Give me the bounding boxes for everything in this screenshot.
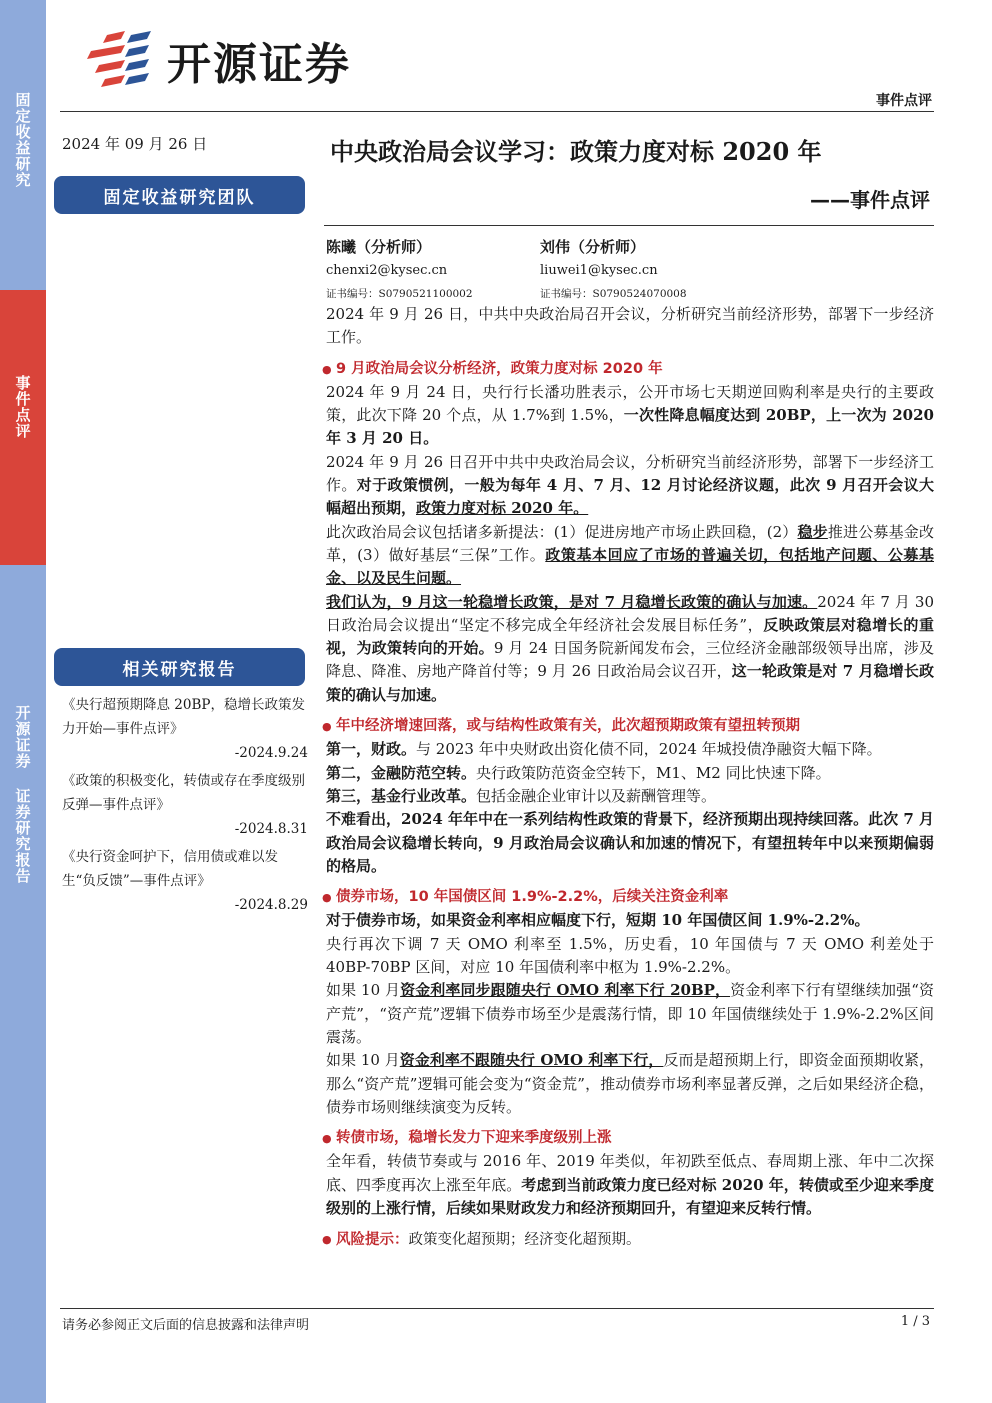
paragraph: 我们认为，9 月这一轮稳增长政策，是对 7 月稳增长政策的确认与加速。2024 年 7 月 30 日政治局会议提出“坚定不移完成全年经济社会发展目标任务”，反映政策层对稳增长的重视，为政策转向的开始。9 月 24 日国务院新闻发布会，三位经济金融部级领导出席，涉及降息、降准、房地产降首付等；9 月 26 日政治局会议召开，这一轮政策是对 7 月稳增长政策的确认与加速。 [326, 592, 934, 704]
section-heading: ● 债券市场，10 年国债区间 1.9%-2.2%，后续关注资金利率 [326, 886, 934, 909]
related-reports-list [62, 693, 308, 921]
header-tag: 事件点评 [876, 93, 932, 109]
related-report-item[interactable]: 《央行资金呵护下，信用债或难以发生“负反馈”—事件点评》 -2024.8.29 [62, 849, 308, 913]
title-rule [324, 225, 934, 226]
paragraph: 第一，财政。与 2023 年中央财政出资化债不同，2024 年城投债净融资大幅下降。 [326, 740, 882, 759]
section-heading: ● 9 月政治局会议分析经济，政策力度对标 2020 年 [326, 358, 934, 381]
header-rule [60, 111, 934, 112]
paragraph: 不难看出，2024 年年中在一系列结构性政策的背景下，经济预期出现持续回落。此次 7 月政治局会议稳增长转向，9 月政治局会议确认和加速的情况下，有望扭转年中以来预期偏弱的格局。 [326, 810, 934, 875]
paragraph: 2024 年 9 月 26 日召开中共中央政治局会议，分析研究当前经济形势，部署下一步经济工作。对于政策惯例，一般为每年 4 月、7 月、12 月讨论经济议题，此次 9 月召开会议大幅超出预期，政策力度对标 2020 年。 [326, 452, 934, 518]
report-date: 2024 年 09 月 26 日 [62, 135, 208, 153]
left-sidebar [0, 0, 46, 1403]
logo-mark-icon [85, 31, 153, 89]
related-report-item[interactable]: 《政策的积极变化，转债或存在季度级别反弹—事件点评》 -2024.8.31 [62, 773, 308, 837]
paragraph: 对于债券市场，如果资金利率相应幅度下行，短期 10 年国债区间 1.9%-2.2%。 [326, 911, 870, 930]
sidebar-label-top: 固定收益研究 [13, 92, 32, 188]
analyst-name: 刘伟（分析师） [540, 238, 646, 256]
brand-name: 开源证券 [167, 39, 351, 90]
section-heading: ● 年中经济增速回落，或与结构性政策有关，此次超预期政策有望扭转预期 [326, 715, 934, 738]
risk-warning: ● 风险提示：政策变化超预期；经济变化超预期。 [326, 1228, 934, 1252]
report-title: 中央政治局会议学习：政策力度对标 2020 年 [330, 137, 822, 166]
team-banner: 固定收益研究团队 [54, 176, 305, 214]
analyst-email[interactable]: chenxi2@kysec.cn [326, 263, 448, 278]
paragraph: 此次政治局会议包括诸多新提法：(1）促进房地产市场止跌回稳，(2）稳步推进公募基金改革，(3）做好基层“三保”工作。政策基本回应了市场的普遍关切，包括地产问题、公募基金、以及民生问题。 [326, 522, 934, 588]
sidebar-label-bottom: 开源证券 证券研究报告 [13, 705, 32, 884]
page-number: 1 / 3 [900, 1314, 930, 1329]
report-body [326, 303, 934, 1253]
analyst-name: 陈曦（分析师） [326, 238, 432, 256]
intro-paragraph: 2024 年 9 月 26 日，中共中央政治局召开会议，分析研究当前经济形势，部署下一步经济工作。 [326, 305, 934, 347]
footer-rule [60, 1308, 934, 1309]
paragraph: 如果 10 月资金利率同步跟随央行 OMO 利率下行 20BP，资金利率下行有望继续加强“资产荒”，“资产荒”逻辑下债券市场至少是震荡行情，即 10 年国债继续处于 1.9%-2.2%区间震荡。 [326, 981, 934, 1046]
brand-logo [85, 28, 351, 92]
section-heading: ● 转债市场，稳增长发力下迎来季度级别上涨 [326, 1127, 934, 1150]
related-reports-banner: 相关研究报告 [54, 648, 305, 686]
paragraph: 央行再次下调 7 天 OMO 利率至 1.5%，历史看，10 年国债与 7 天 OMO 利差处于 40BP-70BP 区间，对应 10 年国债利率中枢为 1.9%-2.2%。 [326, 934, 934, 977]
analyst-email[interactable]: liuwei1@kysec.cn [540, 263, 658, 278]
paragraph: 第三，基金行业改革。包括金融企业审计以及薪酬管理等。 [326, 786, 717, 805]
paragraph: 全年看，转债节奏或与 2016 年、2019 年类似，年初跌至低点、春周期上涨、年中二次探底、四季度再次上涨至年底。考虑到当前政策力度已经对标 2020 年，转债或至少迎来季度级别的上涨行情，后续如果财政发力和经济预期回升，有望迎来反转行情。 [326, 1152, 934, 1217]
paragraph: 2024 年 9 月 24 日，央行行长潘功胜表示，公开市场七天期逆回购利率是央行的主要政策，此次下降 20 个点，从 1.7%到 1.5%，一次性降息幅度达到 20BP，上一次为 2020 年 3 月 20 日。 [326, 382, 934, 448]
report-subtitle: ——事件点评 [810, 188, 930, 212]
analyst-card [540, 236, 687, 301]
analyst-cert: 证书编号：S0790521100002 [326, 288, 473, 300]
analyst-cert: 证书编号：S0790524070008 [540, 288, 687, 300]
sidebar-label-middle: 事件点评 [13, 375, 32, 439]
related-report-item[interactable]: 《央行超预期降息 20BP，稳增长政策发力开始—事件点评》 -2024.9.24 [62, 697, 308, 761]
analyst-card [326, 236, 473, 301]
footer-disclaimer: 请务必参阅正文后面的信息披露和法律声明 [62, 1318, 310, 1333]
paragraph: 第二，金融防范空转。央行政策防范资金空转下，M1、M2 同比快速下降。 [326, 763, 831, 782]
paragraph: 如果 10 月资金利率不跟随央行 OMO 利率下行，反而是超预期上行，即资金面预期收紧，那么“资产荒”逻辑可能会变为“资金荒”，推动债券市场利率显著反弹，之后如果经济企稳，债券市场则继续演变为反转。 [326, 1051, 934, 1116]
